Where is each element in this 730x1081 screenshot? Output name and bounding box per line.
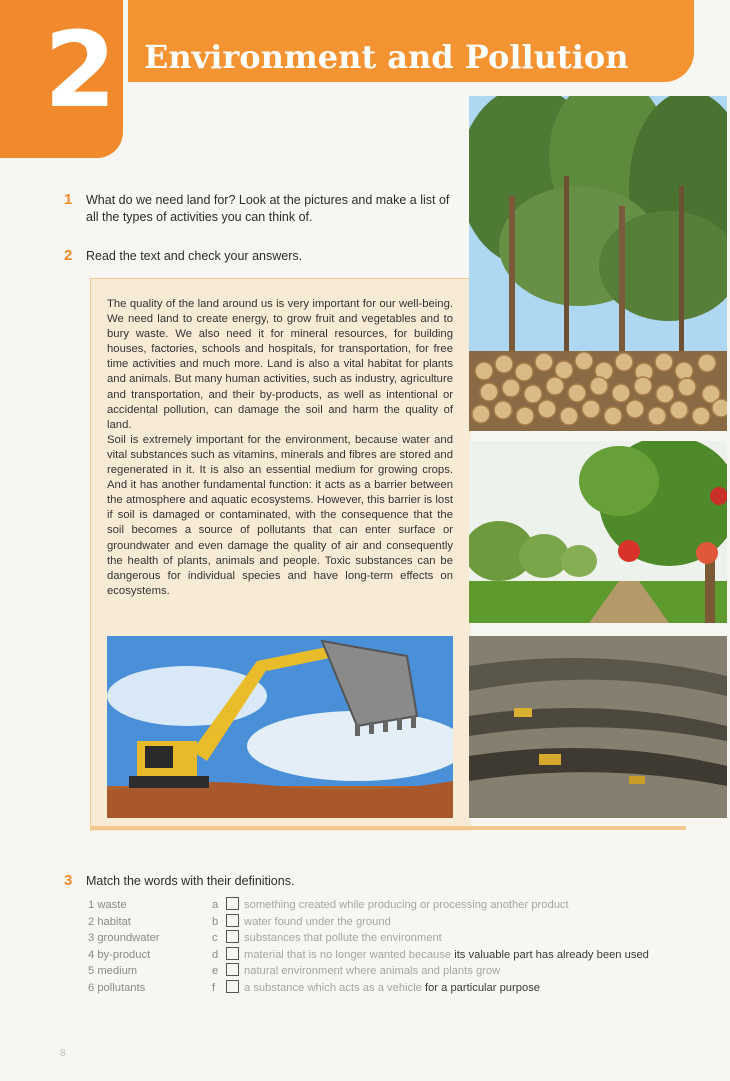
exercise-2-text: Read the text and check your answers. [86, 249, 303, 263]
reading-paragraph-1: The quality of the land around us is very important for our well-being. We need land to create energy, to grow fruit and vegetables and to bury waste. We also need it for mineral resources, for building houses, factories, schools and hospitals, for transportation, for free time activities and much more. Land is also a vital habitat for plants and animals. But many human activities, such as industry, agriculture and transportation, and their by-products, as well as intentional or accidental pollution, can damage the soil and harm the quality of land. [107, 298, 453, 431]
match-word: 1 waste [88, 899, 127, 911]
definition-text: something created while producing or processing another product [244, 899, 569, 911]
answer-checkbox[interactable] [226, 930, 239, 943]
match-letter: c [212, 932, 218, 945]
definition-row [226, 963, 649, 980]
definition-text: a substance which acts as a vehicle [244, 981, 422, 994]
match-letter: f [212, 981, 216, 994]
answer-checkbox[interactable] [226, 963, 239, 976]
answer-checkbox[interactable] [226, 914, 239, 927]
excavator-illustration [107, 636, 453, 818]
match-definitions-list [226, 897, 649, 997]
match-letter: e [212, 965, 219, 978]
reading-paragraph-2: Soil is extremely important for the environment, because water and vital substances such as vitamins, minerals and fibres are stored and regenerated in it. It is also an essential medium for growing crops. And it has another fundamental function: it acts as a barrier between the atmosphere and aquatic ecosystems. However, this barrier is lost if soil is damaged or contaminated, with the consequence that the soil becomes a source of pollutants that can enter surface or groundwater and even damage the quality of air and consequently the health of plants, animals and people. Toxic substances can be dangerous for individual species and have long-term effects on ecosystems. [107, 433, 453, 597]
answer-checkbox[interactable] [226, 947, 239, 960]
definition-row [226, 914, 649, 931]
chapter-number-box [0, 0, 123, 158]
exercise-2 [64, 247, 464, 265]
match-letters-list [212, 897, 218, 997]
match-words-list [88, 897, 160, 997]
exercise-1-number: 1 [64, 191, 73, 208]
exercise-1-text: What do we need land for? Look at the pictures and make a list of all the types of activities you can think of. [86, 193, 450, 224]
definition-text: natural environment where animals and plants grow [244, 965, 501, 978]
definition-row [226, 980, 649, 997]
match-word: 4 by-product [88, 948, 151, 961]
page-number: 8 [60, 1048, 66, 1059]
forest-logs-illustration [469, 96, 727, 431]
mine-illustration [469, 636, 727, 818]
definition-text: substances that pollute the environment [244, 932, 442, 945]
definition-row [226, 930, 649, 947]
orchard-illustration [469, 441, 727, 623]
definition-row [226, 897, 649, 914]
exercise-3 [64, 872, 486, 890]
reading-text [107, 297, 453, 599]
mine-photo [469, 636, 727, 818]
match-word: 6 pollutants [88, 981, 146, 994]
chapter-number: 2 [44, 9, 117, 131]
definition-text: water found under the ground [244, 915, 391, 928]
match-letter: b [212, 915, 219, 928]
orchard-photo [469, 441, 727, 623]
match-word: 3 groundwater [88, 932, 160, 945]
answer-checkbox[interactable] [226, 897, 239, 910]
excavator-photo [107, 636, 453, 818]
match-word: 2 habitat [88, 915, 131, 928]
match-word: 5 medium [88, 965, 138, 978]
exercise-3-number: 3 [64, 872, 73, 889]
definition-text: material that is no longer wanted because [244, 948, 452, 961]
panel-bottom-border [90, 826, 686, 830]
exercise-2-number: 2 [64, 247, 73, 264]
exercise-3-text: Match the words with their definitions. [86, 874, 295, 888]
match-letter: a [212, 899, 219, 911]
definition-text-rest: for a particular purpose [421, 981, 541, 994]
page-title: Environment and Pollution [144, 38, 629, 76]
exercise-1 [64, 191, 464, 226]
definition-row [226, 947, 649, 964]
match-letter: d [212, 948, 219, 961]
answer-checkbox[interactable] [226, 980, 239, 993]
definition-text-rest: its valuable part has already been used [451, 948, 649, 961]
forest-logs-photo [469, 96, 727, 431]
